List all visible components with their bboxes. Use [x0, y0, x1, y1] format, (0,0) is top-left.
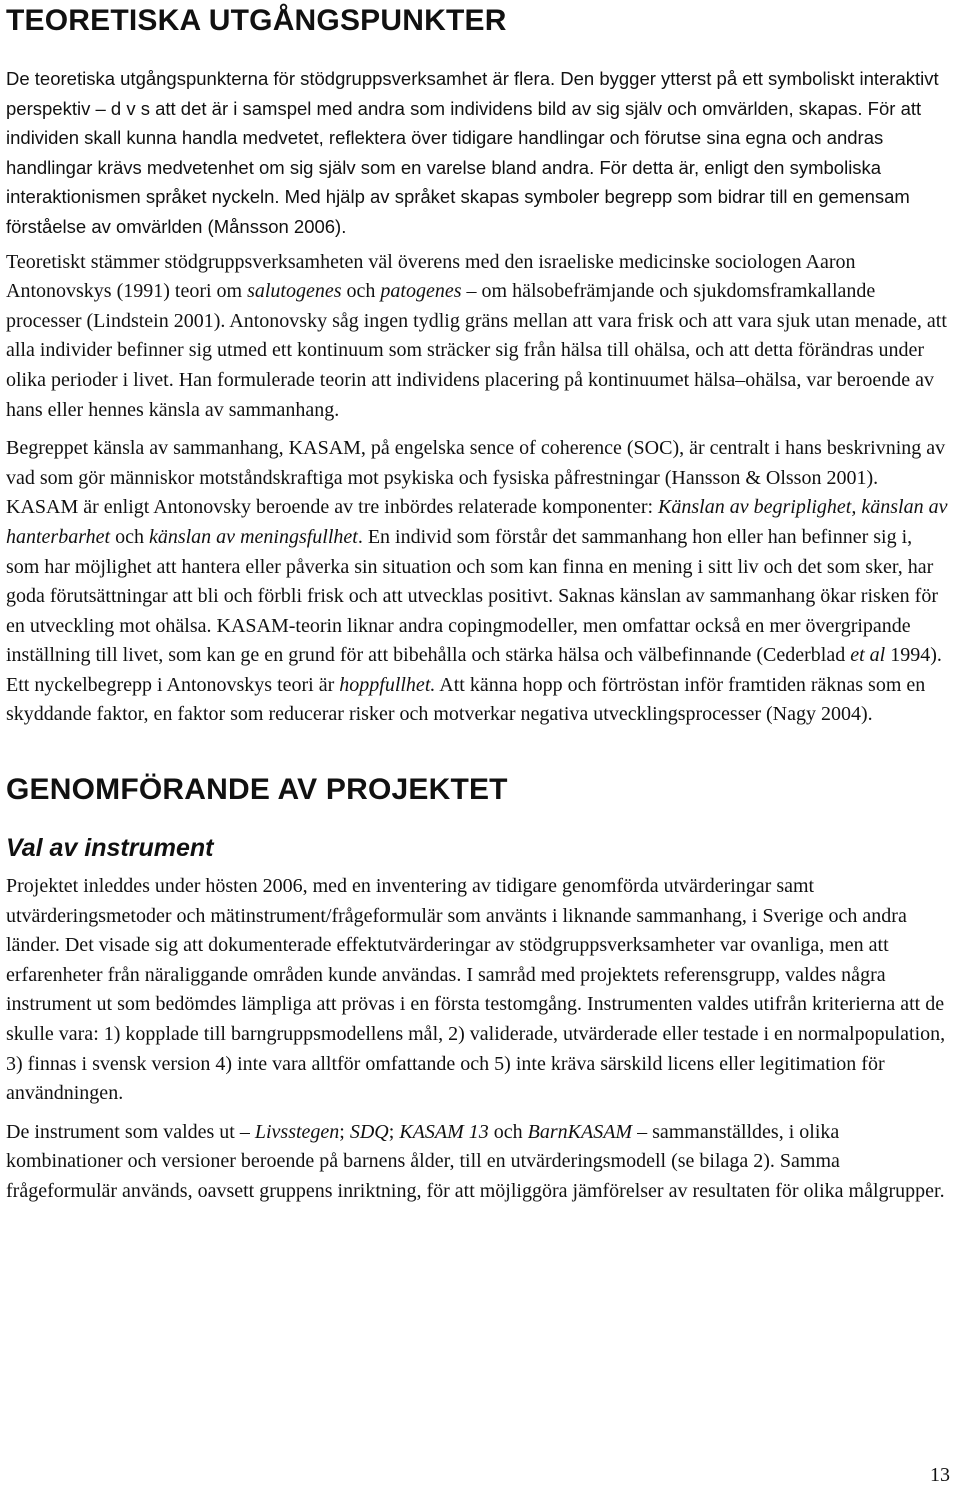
paragraph-instrument	[6, 1118, 950, 1207]
text-run: – sammanställdes, i olika kombinationer och versioner beroende på barnens ålder, till en utvärderingsmodell (se bilaga 2). Samma frågeformulär används, oavsett gruppens inriktning, för att möjliggöra jämförelser av resultaten för olika målgrupper.	[6, 1120, 945, 1202]
section-heading-teoretiska: TEORETISKA UTGÅNGSPUNKTER	[6, 4, 507, 37]
text-run: 1994). Ett nyckelbegrepp i Antonovskys teori är	[6, 644, 942, 696]
text-run: Teoretiskt stämmer stödgruppsverksamheten väl överens med den israeliske medicinske sociologen Aaron Antonovskys (1991) teori om	[6, 250, 856, 303]
italic-term: patogenes	[380, 280, 462, 303]
text-run: De instrument som valdes ut –	[6, 1120, 255, 1143]
italic-term: SDQ	[349, 1120, 389, 1143]
document-page	[6, 0, 950, 1207]
page-number: 13	[930, 1464, 950, 1486]
text-run: Att känna hopp och förtröstan inför framtiden räknas som en skyddande faktor, en faktor som reducerar risker och motverkar negativa utvecklingsprocesser (Nagy 2004).	[6, 673, 926, 726]
italic-term: KASAM 13	[399, 1120, 489, 1143]
italic-term: hoppfullhet.	[339, 673, 436, 696]
paragraph-projektet: Projektet inleddes under hösten 2006, med en inventering av tidigare genomförda utvärderingar samt utvärderingsmetoder och mätinstrument/frågeformulär som använts i liknande sammanhang, i Sverige och andra länder. Det visade sig att dokumenterade effektutvärderingar av stödgruppsverksamheter var ovanliga, men att erfarenheter från näraliggande områden kunde användas. I samråd med projektets referensgrupp, valdes några instrument ut som bedömdes lämpliga att prövas i en första testomgång. Instrumenten valdes utifrån kriterierna att de skulle vara: 1) kopplade till barngruppsmodellens mål, 2) validerade, utvärderade eller testade i en normalpopulation, 3) finnas i svensk version 4) inte vara alltför omfattande och 5) inte kräva särskild licens eller legitimation för användningen.	[6, 875, 946, 1105]
subsection-heading-val-av-instrument: Val av instrument	[6, 834, 214, 863]
text-run: ;	[339, 1120, 350, 1143]
text-run: och	[341, 280, 381, 303]
text-run: och	[488, 1120, 528, 1143]
paragraph-antonovsky	[6, 248, 950, 426]
section-heading-genomforande: GENOMFÖRANDE AV PROJEKTET	[6, 773, 508, 807]
text-run: Begreppet känsla av sammanhang, KASAM, på engelska sence of coherence (SOC), är centralt i hans beskrivning av vad som gör människor motståndskraftiga mot psykiska och fysiska påfrestningar (Hansson & Olsson 2001). KASAM är enligt Antonovsky beroende av tre inbördes relaterade komponenter:	[6, 437, 946, 519]
italic-term: et al	[850, 644, 886, 667]
text-run: ;	[388, 1120, 400, 1143]
italic-term: BarnKASAM	[527, 1120, 633, 1143]
italic-term: Känslan av begriplighet, känslan av hanterbarhet	[6, 496, 948, 548]
paragraph-kasam	[6, 434, 950, 730]
paragraph-intro: De teoretiska utgångspunkterna för stödgruppsverksamhet är flera. Den bygger ytterst på ett symboliskt interaktivt perspektiv – d v s att det är i samspel med andra som individens bild av sig själv och omvärlden, skapas. För att individen skall kunna handla medvetet, reflektera över tidigare handlingar och förutse sina egna och andras handlingar krävs medvetenhet om sig själv som en varelse bland andra. För detta är, enligt den symboliska interaktionismen språket nyckeln. Med hjälp av språket skapas symboler begrepp som bidrar till en gemensam förståelse av omvärlden (Månsson 2006).	[6, 68, 939, 237]
text-run: och	[110, 525, 149, 548]
text-run: . En individ som förstår det sammanhang hon eller han befinner sig i, som har möjlighet att hantera eller påverka sin situation och som kan finna en mening i sitt liv och det som sker, har goda förutsättningar att bli och förbli frisk och att utvecklas positivt. Saknas känslan av sammanhang ökar risken för en utveckling mot ohälsa. KASAM-teorin liknar andra copingmodeller, men omfattar också en mer övergripande inställning till livet, som kan ge en grund för att bibehålla och stärka hälsa och välbefinnande (Cederblad	[6, 525, 938, 667]
italic-term: Livsstegen	[254, 1120, 340, 1143]
text-run: – om hälsobefrämjande och sjukdomsframkallande processer (Lindstein 2001). Antonovsky såg ingen tydlig gräns mellan att vara frisk och att vara sjuk utan menade, att alla individer befinner sig utmed ett kontinuum som sträcker sig från hälsa till ohälsa, och att detta förändras under olika perioder i livet. Han formulerade teorin att individens placering på kontinuumet hälsa–ohälsa, var beroende av hans eller hennes känsla av sammanhang.	[6, 280, 947, 421]
italic-term: salutogenes	[247, 280, 342, 303]
italic-term: känslan av meningsfullhet	[148, 525, 358, 548]
